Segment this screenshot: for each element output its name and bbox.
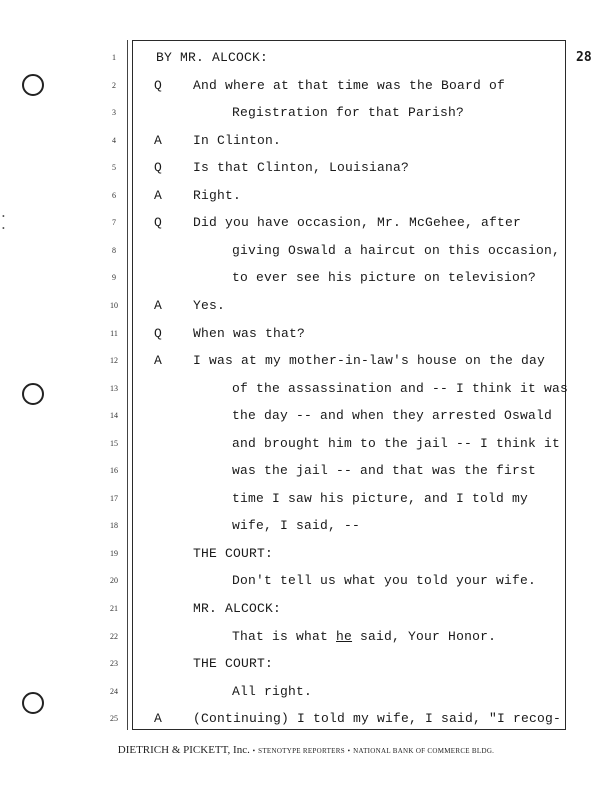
footer (0, 744, 612, 756)
speaker-label: A (154, 711, 162, 727)
speaker-label: A (154, 353, 162, 369)
line-text: of the assassination and -- I think it was (232, 380, 569, 396)
line-text: Registration for that Parish? (232, 105, 465, 121)
line-number: 8 (112, 245, 116, 255)
line-text: was the jail -- and that was the first (232, 463, 537, 479)
line-text: (Continuing) I told my wife, I said, "I recog- (193, 711, 562, 727)
line-text: I was at my mother-in-law's house on the day (193, 353, 546, 369)
page-number: 28 (576, 50, 592, 65)
line-text-segment: That is what (232, 628, 337, 644)
line-number: 20 (110, 576, 118, 586)
line-text: BY MR. ALCOCK: (156, 50, 269, 65)
speaker-label: A (154, 187, 162, 203)
footer-separator: • (252, 747, 256, 755)
transcript-line (0, 131, 600, 151)
transcript-line (0, 186, 600, 206)
line-number: 12 (110, 356, 118, 366)
transcript-line (0, 48, 600, 68)
transcript-line (0, 516, 600, 536)
line-number: 18 (110, 521, 118, 531)
line-number: 16 (110, 466, 118, 476)
line-text: Right. (193, 187, 242, 203)
transcript-line (0, 489, 600, 509)
line-number: 3 (112, 108, 116, 118)
footer-address: NATIONAL BANK OF COMMERCE BLDG. (353, 747, 495, 755)
line-text: Is that Clinton, Louisiana? (193, 160, 410, 176)
line-text: All right. (232, 683, 313, 699)
line-text: wife, I said, -- (232, 518, 361, 534)
transcript-line (0, 627, 600, 647)
line-number: 24 (110, 686, 118, 696)
line-number: 22 (110, 631, 118, 641)
line-text: time I saw his picture, and I told my (232, 490, 529, 506)
line-number: 5 (112, 163, 116, 173)
line-number: 9 (112, 273, 116, 283)
line-text: In Clinton. (193, 132, 282, 148)
transcript-line (0, 654, 600, 674)
scan-mark: • (2, 212, 5, 221)
speaker-label: Q (154, 215, 162, 231)
transcript-line (0, 709, 600, 729)
transcript-line (0, 324, 600, 344)
speaker-label: Q (154, 77, 162, 93)
transcript-line (0, 268, 600, 288)
speaker-label: A (154, 297, 162, 313)
transcript-line (0, 406, 600, 426)
line-number: 14 (110, 411, 118, 421)
footer-separator: • (347, 747, 351, 755)
line-text (232, 627, 496, 647)
line-text: Don't tell us what you told your wife. (232, 573, 537, 589)
transcript-line (0, 571, 600, 591)
line-number: 11 (110, 328, 118, 338)
transcript-line (0, 296, 600, 316)
line-number: 19 (110, 548, 118, 558)
line-text: Yes. (193, 297, 226, 313)
line-text: When was that? (193, 325, 306, 341)
line-text: And where at that time was the Board of (193, 77, 506, 93)
transcript-line (0, 599, 600, 619)
line-number: 15 (110, 438, 118, 448)
transcript-line (0, 241, 600, 261)
line-text: giving Oswald a haircut on this occasion, (232, 242, 561, 258)
transcript-line (0, 213, 600, 233)
line-text: Did you have occasion, Mr. McGehee, after (193, 215, 522, 231)
transcript-line (0, 461, 600, 481)
underlined-word: he (336, 628, 353, 644)
speaker-label: A (154, 132, 162, 148)
line-number: 6 (112, 190, 116, 200)
transcript-line (0, 158, 600, 178)
speaker-label: Q (154, 160, 162, 176)
line-number: 7 (112, 218, 116, 228)
line-number: 2 (112, 80, 116, 90)
line-text: and brought him to the jail -- I think it (232, 435, 561, 451)
footer-service: STENOTYPE REPORTERS (258, 747, 345, 755)
line-number: 1 (112, 53, 116, 62)
transcript-line (0, 103, 600, 123)
transcript-line (0, 351, 600, 371)
footer-company: DIETRICH & PICKETT, Inc. (117, 744, 250, 756)
line-number: 21 (110, 604, 118, 613)
line-text-segment: said, Your Honor. (352, 628, 497, 644)
line-text: THE COURT: (193, 545, 274, 561)
transcript-line (0, 682, 600, 702)
line-number: 4 (112, 135, 116, 145)
line-number: 23 (110, 659, 118, 669)
speaker-label: Q (154, 325, 162, 341)
line-number: 17 (110, 493, 118, 503)
transcript-line (0, 434, 600, 454)
line-number: 25 (110, 714, 118, 724)
line-number: 10 (110, 300, 118, 310)
transcript-line (0, 379, 600, 399)
line-number: 13 (110, 383, 118, 393)
scan-mark: • (2, 224, 5, 233)
line-text: THE COURT: (193, 656, 274, 672)
transcript-line (0, 544, 600, 564)
line-text: to ever see his picture on television? (232, 270, 537, 286)
line-text: MR. ALCOCK: (193, 601, 282, 616)
line-text: the day -- and when they arrested Oswald (232, 408, 553, 424)
transcript-line (0, 76, 600, 96)
